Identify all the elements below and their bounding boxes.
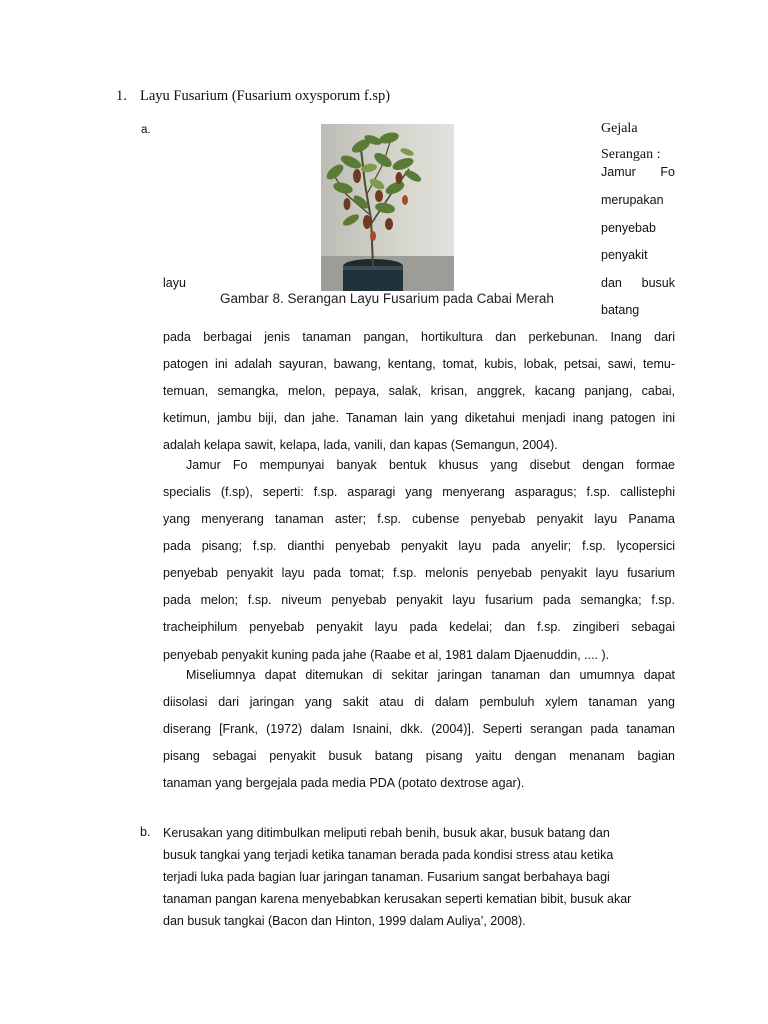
paragraph-1 bbox=[163, 324, 675, 459]
paragraph-line: penyebab penyakit kuning pada jahe (Raabe et al, 1981 dalam Djaenuddin, .... ). bbox=[163, 647, 610, 662]
paragraph-line: Miseliumnya dapat ditemukan di sekitar jaringan tanaman dan umumnya dapat bbox=[186, 668, 675, 682]
side-word-jamur: Jamur bbox=[601, 165, 636, 179]
paragraph-line: tracheiphilum penyebab penyakit layu pada kedelai; dan f.sp. zingiberi sebagai bbox=[163, 620, 675, 635]
side-text-merupakan: merupakan bbox=[601, 193, 664, 207]
paragraph-line: adalah kelapa sawit, kelapa, lada, vanili, dan kapas (Semangun, 2004). bbox=[163, 438, 558, 453]
paragraph-line: Kerusakan yang ditimbulkan meliputi rebah benih, busuk akar, busuk batang dan bbox=[163, 826, 610, 840]
paragraph-line: dan busuk tangkai (Bacon dan Hinton, 1999 dalam Auliya’, 2008). bbox=[163, 914, 526, 928]
heading-text: Layu Fusarium (Fusarium oxysporum f.sp) bbox=[140, 88, 391, 104]
figure-caption: Gambar 8. Serangan Layu Fusarium pada Cabai Merah bbox=[220, 291, 554, 306]
paragraph-b bbox=[163, 822, 683, 932]
paragraph-3 bbox=[163, 689, 675, 797]
item-a-marker: a. bbox=[141, 124, 151, 136]
side-word-fo: Fo bbox=[660, 165, 675, 179]
paragraph-line: pada pisang; f.sp. dianthi penyebab penyakit layu pada anyelir; f.sp. lycopersici bbox=[163, 539, 675, 554]
heading-number: 1. bbox=[116, 88, 127, 104]
paragraph-line: busuk tangkai yang terjadi ketika tanaman berada pada kondisi stress atau ketika bbox=[163, 848, 614, 862]
chili-plant-photo bbox=[321, 124, 454, 291]
paragraph-line: specialis (f.sp), seperti: f.sp. asparagi yang menyerang asparagus; f.sp. callistephi bbox=[163, 485, 675, 499]
paragraph-line: yang menyerang tanaman aster; f.sp. cubense penyebab penyakit layu Panama bbox=[163, 512, 675, 527]
side-word-dan: dan bbox=[601, 276, 622, 290]
side-text-dan-busuk bbox=[601, 276, 675, 290]
side-text-layu: layu bbox=[163, 276, 186, 290]
section-heading bbox=[116, 88, 390, 105]
paragraph-line: tanaman yang bergejala pada media PDA (potato dextrose agar). bbox=[163, 776, 525, 791]
paragraph-line: pada melon; f.sp. niveum penyebab penyakit layu fusarium pada semangka; f.sp. bbox=[163, 593, 675, 608]
paragraph-line: diserang [Frank, (1972) dalam Isnaini, dkk. (2004)]. Seperti serangan pada tanaman bbox=[163, 722, 675, 737]
paragraph-line: terjadi luka pada bagian luar jaringan tanaman. Fusarium sangat berbahaya bagi bbox=[163, 870, 610, 884]
paragraph-2-first-line bbox=[186, 452, 675, 479]
side-text-serangan: Serangan : bbox=[601, 147, 661, 162]
paragraph-line: pada berbagai jenis tanaman pangan, hortikultura dan perkebunan. Inang dari bbox=[163, 330, 675, 344]
side-text-jamur-line bbox=[601, 165, 675, 179]
paragraph-line: tanaman pangan karena menyebabkan kerusakan seperti kematian bibit, busuk akar bbox=[163, 892, 632, 906]
paragraph-3-first-line bbox=[186, 662, 675, 689]
paragraph-line: ketimun, jambu biji, dan jahe. Tanaman lain yang diketahui menjadi inang patogen ini bbox=[163, 411, 675, 426]
side-text-penyakit: penyakit bbox=[601, 248, 648, 262]
side-text-batang: batang bbox=[601, 303, 640, 317]
item-b-marker: b. bbox=[140, 825, 151, 839]
plant-image bbox=[321, 124, 454, 291]
paragraph-line: pisang sebagai penyakit busuk batang pisang yaitu dengan menanam bagian bbox=[163, 749, 675, 764]
paragraph-line: diisolasi dari jaringan yang sakit atau di dalam pembuluh xylem tanaman yang bbox=[163, 695, 675, 709]
paragraph-line: temuan, semangka, melon, pepaya, salak, krisan, anggrek, kacang panjang, cabai, bbox=[163, 384, 675, 399]
side-text-gejala: Gejala bbox=[601, 121, 638, 136]
side-text-penyebab: penyebab bbox=[601, 221, 656, 235]
paragraph-line: penyebab penyakit layu pada tomat; f.sp. melonis penyebab penyakit layu fusarium bbox=[163, 566, 675, 581]
paragraph-2 bbox=[163, 479, 675, 669]
paragraph-line: patogen ini adalah sayuran, bawang, kentang, tomat, kubis, lobak, petsai, sawi, temu- bbox=[163, 357, 675, 372]
paragraph-line: Jamur Fo mempunyai banyak bentuk khusus yang disebut dengan formae bbox=[186, 458, 675, 472]
side-word-busuk: busuk bbox=[641, 276, 675, 290]
